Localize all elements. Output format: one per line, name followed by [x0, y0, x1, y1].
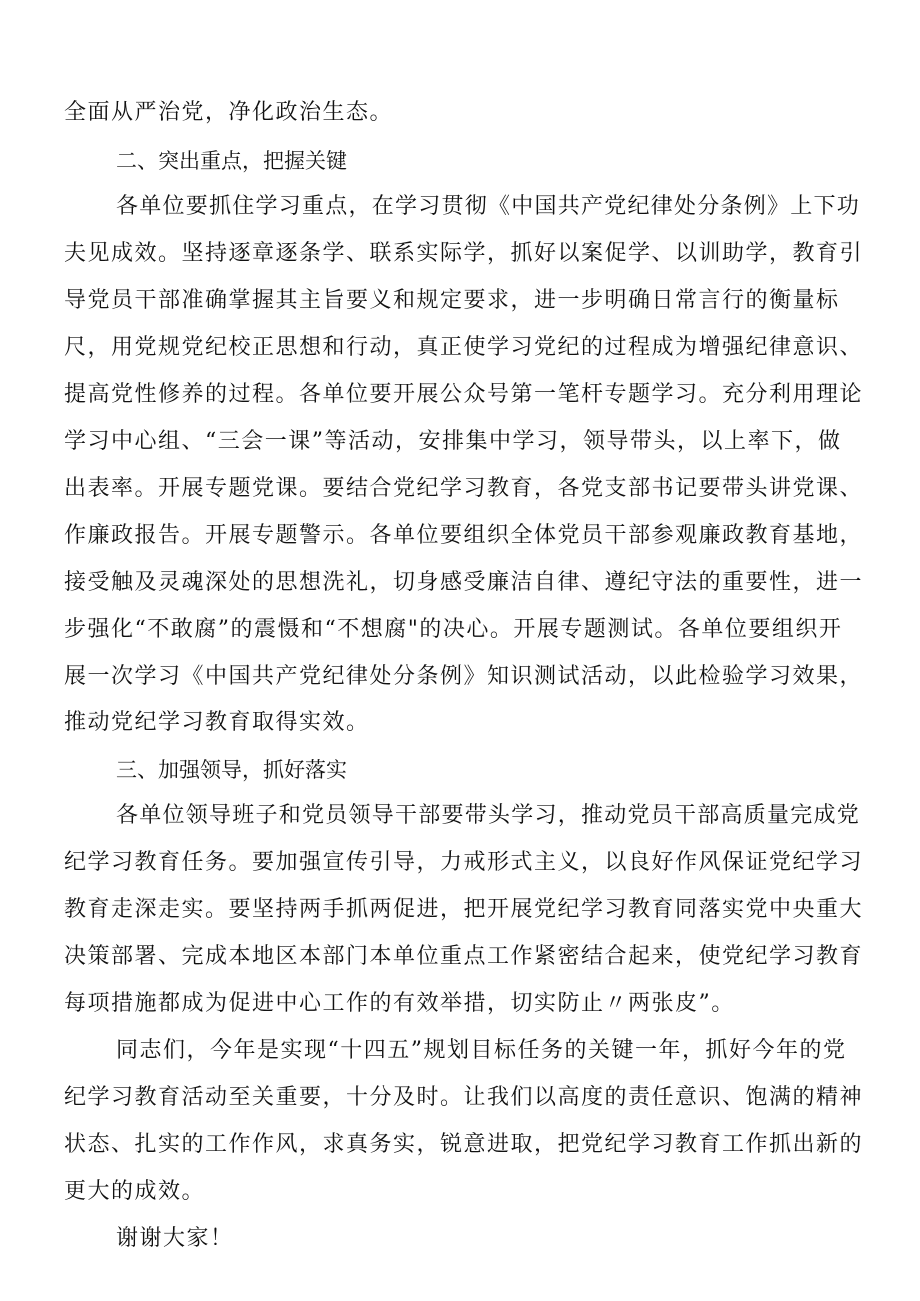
text-line: 尺，用党规党纪校正思想和行动，真正使学习党纪的过程成为增强纪律意识、 [64, 335, 864, 360]
text-line: 夫见成效。坚持逐章逐条学、联系实际学，抓好以案促学、以训助学，教育引 [64, 241, 864, 266]
closing-line: 谢谢大家！ [116, 1226, 234, 1251]
text-line: 各单位领导班子和党员领导干部要带头学习，推动党员干部高质量完成党 [116, 803, 861, 828]
text-line: 推动党纪学习教育取得实效。 [64, 710, 370, 735]
text-line: 作廉政报告。开展专题警示。各单位要组织全体党员干部参观廉政教育基地， [64, 523, 864, 548]
text-line: 提高党性修养的过程。各单位要开展公众号第一笔杆专题学习。充分利用理论 [64, 382, 864, 407]
text-line: 更大的成效。 [64, 1179, 206, 1204]
text-line: 每项措施都成为促进中心工作的有效举措，切实防止〃两张皮”。 [64, 991, 735, 1016]
text-line: 同志们，今年是实现“十四五”规划目标任务的关键一年，抓好今年的党 [116, 1038, 847, 1063]
text-line: 全面从严治党，净化政治生态。 [64, 100, 394, 125]
section-heading-2: 二、突出重点，把握关键 [116, 149, 347, 173]
text-line: 纪学习教育任务。要加强宣传引导，力戒形式主义，以良好作风保证党纪学习 [64, 850, 864, 875]
section-heading-3: 三、加强领导，抓好落实 [116, 758, 347, 782]
text-line: 展一次学习《中国共产党纪律处分条例》知识测试活动，以此检验学习效果， [64, 664, 864, 689]
text-line: 各单位要抓住学习重点，在学习贯彻《中国共产党纪律处分条例》上下功 [116, 194, 861, 219]
text-line: 步强化“不敢腐”的震慑和“不想腐"的决心。开展专题测试。各单位要组织开 [64, 617, 843, 642]
text-line: 出表率。开展专题党课。要结合党纪学习教育，各党支部书记要带头讲党课、 [64, 476, 864, 501]
text-line: 状态、扎实的工作作风，求真务实，锐意进取，把党纪学习教育工作抓出新的 [64, 1132, 864, 1157]
text-line: 导党员干部准确掌握其主旨要义和规定要求，进一步明确日常言行的衡量标 [64, 288, 840, 313]
text-line: 学习中心组、“三会一课”等活动，安排集中学习，领导带头，以上率下，做 [64, 429, 842, 454]
text-line: 决策部署、完成本地区本部门本单位重点工作紧密结合起来，使党纪学习教育 [64, 944, 864, 969]
text-line: 教育走深走实。要坚持两手抓两促进，把开展党纪学习教育同落实党中央重大 [64, 897, 864, 922]
text-line: 接受触及灵魂深处的思想洗礼，切身感受廉洁自律、遵纪守法的重要性，进一 [64, 570, 864, 595]
text-line: 纪学习教育活动至关重要，十分及时。让我们以高度的责任意识、饱满的精神 [64, 1085, 864, 1110]
